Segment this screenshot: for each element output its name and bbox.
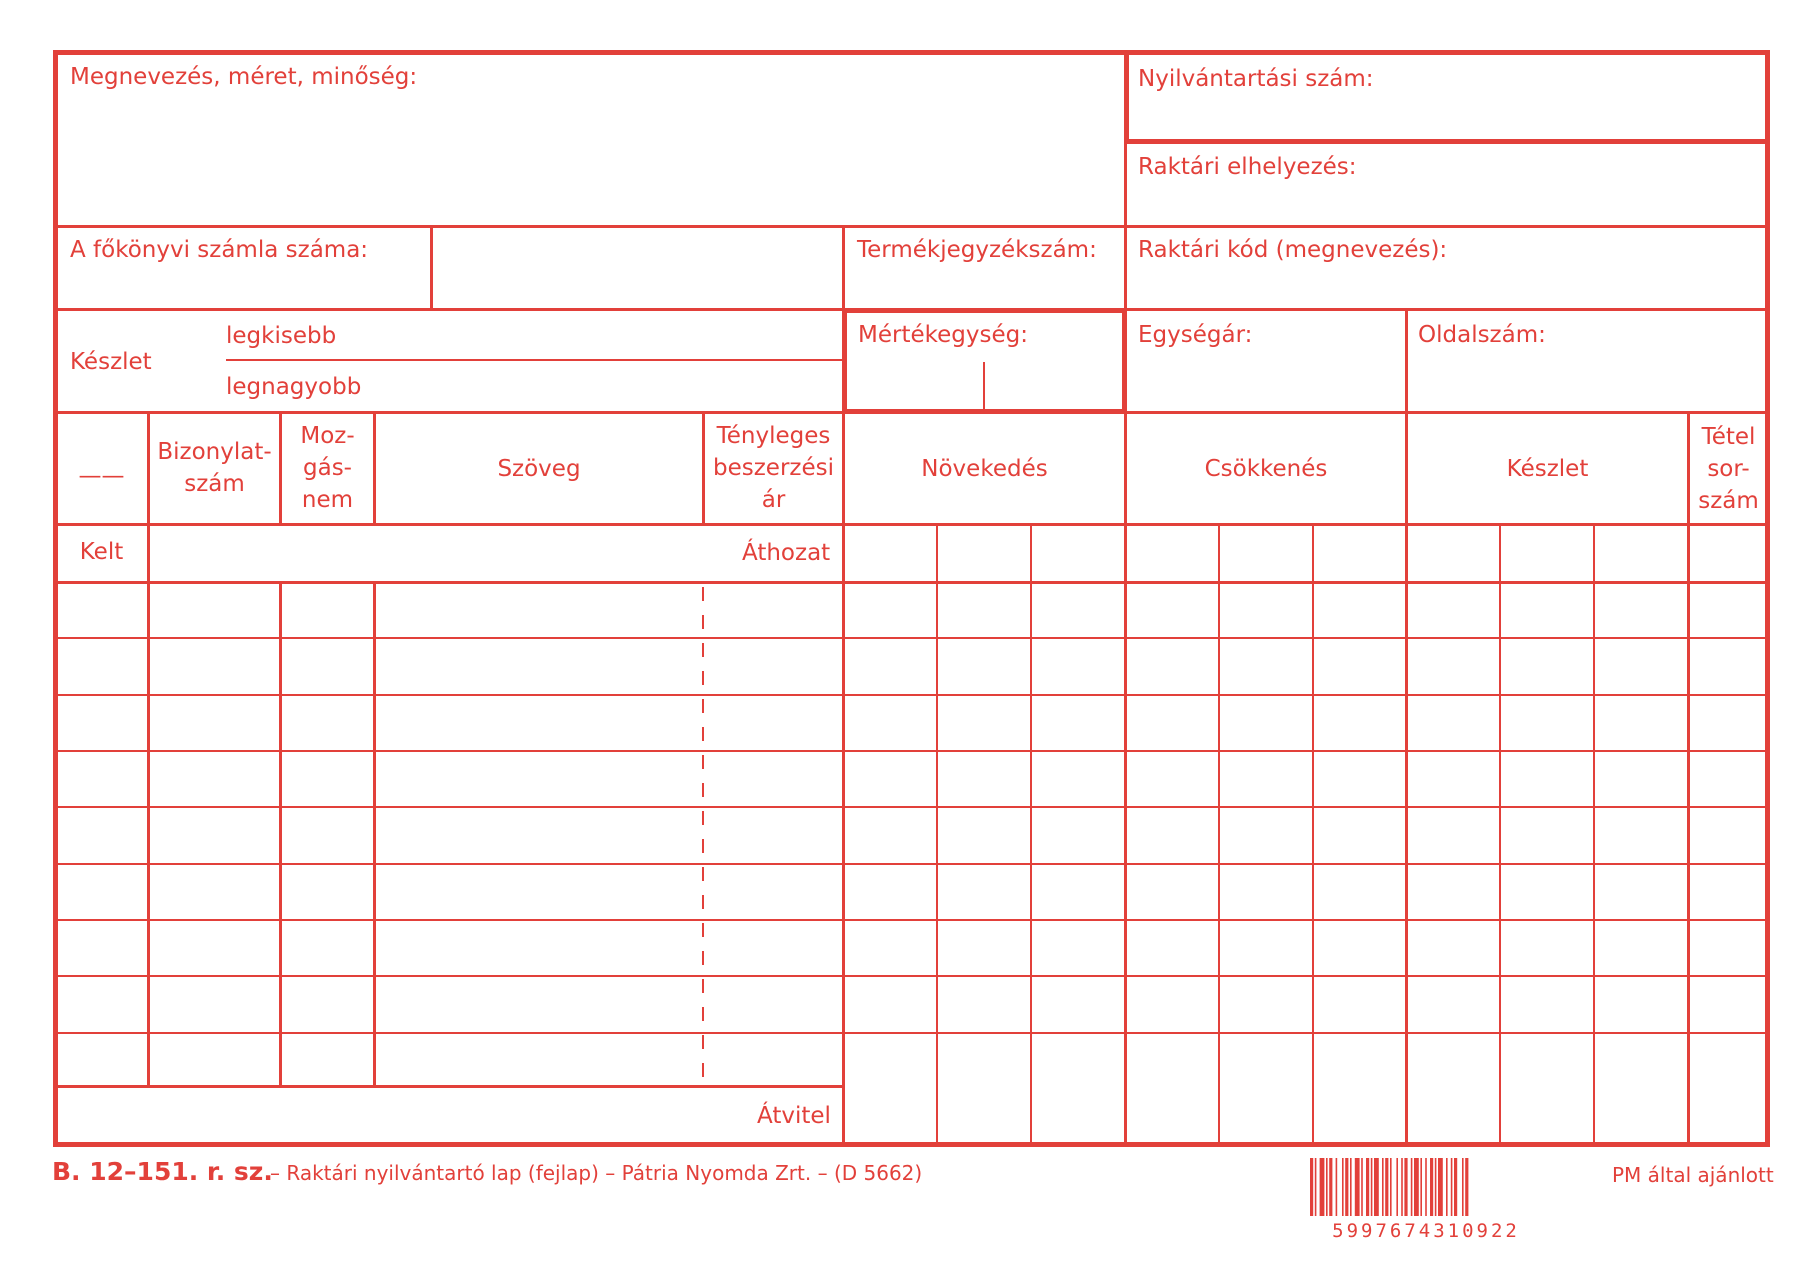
barcode-bar <box>1438 1158 1443 1216</box>
form-description: – Raktári nyilvántartó lap (fejlap) – Pátria Nyomda Zrt. – (D 5662) <box>270 1161 923 1185</box>
fokonyvi-szamla-label: A főkönyvi számla száma: <box>70 237 369 263</box>
keszlet-field[interactable] <box>53 308 845 414</box>
egysegar-label: Egységár: <box>1138 322 1253 348</box>
barcode-bar <box>1326 1158 1328 1216</box>
termekjegyzekszam-label: Termékjegyzékszám: <box>857 237 1097 263</box>
col-header-keszlet-label: Készlet <box>1506 456 1589 482</box>
barcode-bars-icon <box>1306 1158 1546 1220</box>
barcode-bar <box>1454 1158 1457 1216</box>
barcode-bar <box>1336 1158 1338 1216</box>
barcode-bar <box>1465 1158 1468 1216</box>
body-dashed-line <box>702 643 704 657</box>
body-dashed-line <box>702 895 704 909</box>
body-row-line <box>53 750 1770 752</box>
body-col-line <box>147 581 150 1088</box>
numeric-sub-line <box>1499 523 1501 1147</box>
barcode-bar <box>1342 1158 1344 1216</box>
col-header-tetelsorszam-l3: szám <box>1698 488 1759 514</box>
body-row-line <box>53 806 1770 808</box>
keszlet-label: Készlet <box>70 349 152 375</box>
kelt-label: Kelt <box>79 539 124 565</box>
col-header-tenyleges-l2: beszerzési <box>712 455 834 481</box>
barcode-bar <box>1414 1158 1419 1216</box>
body-row-line <box>53 919 1770 921</box>
col-header-tenyleges-l1: Tényleges <box>716 423 831 449</box>
body-row-line <box>53 637 1770 639</box>
nyilvantartasi-szam-field[interactable] <box>1124 50 1770 144</box>
numeric-group-line <box>842 523 845 1147</box>
body-dashed-line <box>702 615 704 629</box>
col-header-mozgasnem-l1: Moz- <box>300 423 355 449</box>
athozat-cell <box>147 523 845 584</box>
body-dashed-line <box>702 587 704 601</box>
col-header-mozgasnem-l3: nem <box>301 487 354 513</box>
barcode-bar <box>1451 1158 1453 1216</box>
col-header-csokkenes-label: Csökkenés <box>1204 456 1328 482</box>
numeric-sub-line <box>1312 523 1314 1147</box>
barcode-bar <box>1401 1158 1403 1216</box>
body-dashed-line <box>702 811 704 825</box>
body-dashed-line <box>702 755 704 769</box>
barcode-bar <box>1361 1158 1363 1216</box>
col-header-tetelsorszam-l2: sor- <box>1707 456 1750 482</box>
barcode-bar <box>1425 1158 1427 1216</box>
body-row-line <box>53 581 1770 584</box>
barcode-bar <box>1320 1158 1325 1216</box>
barcode-bar <box>1315 1158 1317 1216</box>
barcode-bar <box>1390 1158 1392 1216</box>
numeric-group-line <box>1687 523 1690 1147</box>
barcode-number: 5997674310922 <box>1332 1220 1520 1242</box>
keszlet-legnagyobb-label: legnagyobb <box>226 374 362 400</box>
form-code: B. 12–151. r. sz. <box>52 1157 273 1186</box>
body-row-line <box>53 975 1770 977</box>
barcode-bar <box>1371 1158 1373 1216</box>
col-header-tetelsorszam-l1: Tétel <box>1701 424 1756 450</box>
body-dashed-line <box>702 699 704 713</box>
barcode-bar <box>1382 1158 1384 1216</box>
megnevezes-label: Megnevezés, méret, minőség: <box>70 64 418 90</box>
barcode-bar <box>1366 1158 1369 1216</box>
col-header-bizonylatszam-l2: szám <box>184 471 245 497</box>
body-row-line <box>53 863 1770 865</box>
keszlet-divider <box>226 359 845 361</box>
nyilvantartasi-szam-label: Nyilvántartási szám: <box>1138 66 1374 92</box>
body-col-line <box>373 581 376 1088</box>
oldalszam-label: Oldalszám: <box>1418 322 1546 348</box>
body-dashed-line <box>702 727 704 741</box>
numeric-group-line <box>1124 523 1127 1147</box>
body-dashed-line <box>702 1035 704 1049</box>
barcode-bar <box>1462 1158 1464 1216</box>
col-header-blank-dash: —— <box>78 463 125 489</box>
fokonyvi-szamla-field[interactable] <box>430 225 845 311</box>
body-dashed-line <box>702 979 704 993</box>
col-header-tenyleges-l3: ár <box>761 487 786 513</box>
mertekegyseg-label: Mértékegység: <box>858 322 1028 348</box>
body-dashed-line <box>702 1063 704 1077</box>
barcode-bar <box>1374 1158 1379 1216</box>
barcode-bar <box>1310 1158 1313 1216</box>
body-row-line <box>53 694 1770 696</box>
body-row-line <box>53 1032 1770 1034</box>
barcode-bar <box>1446 1158 1448 1216</box>
barcode-bar <box>1435 1158 1437 1216</box>
body-dashed-line <box>702 951 704 965</box>
barcode-bar <box>1396 1158 1398 1216</box>
barcode-bar <box>1385 1158 1388 1216</box>
numeric-group-line <box>1405 523 1408 1147</box>
barcode <box>1306 1158 1546 1242</box>
col-header-szoveg-label: Szöveg <box>497 456 581 482</box>
barcode-bar <box>1404 1158 1407 1216</box>
raktari-elhelyezes-label: Raktári elhelyezés: <box>1138 154 1357 180</box>
keszlet-legkisebb-label: legkisebb <box>226 323 337 349</box>
body-dashed-line <box>702 783 704 797</box>
numeric-sub-line <box>936 523 938 1147</box>
atvitel-cell <box>53 1085 845 1147</box>
body-dashed-line <box>702 671 704 685</box>
body-dashed-line <box>702 839 704 853</box>
barcode-bar <box>1355 1158 1360 1216</box>
barcode-bar <box>1411 1158 1413 1216</box>
body-dashed-line <box>702 923 704 937</box>
raktari-kod-label: Raktári kód (megnevezés): <box>1138 237 1448 263</box>
body-dashed-line <box>702 1007 704 1021</box>
col-header-mozgasnem-l2: gás- <box>303 455 352 481</box>
col-header-bizonylatszam <box>147 411 282 526</box>
numeric-sub-line <box>1218 523 1220 1147</box>
barcode-bar <box>1329 1158 1332 1216</box>
body-dashed-line <box>702 867 704 881</box>
numeric-sub-line <box>1030 523 1032 1147</box>
barcode-bar <box>1345 1158 1348 1216</box>
athozat-label: Áthozat <box>742 540 831 566</box>
body-col-line <box>279 581 282 1088</box>
barcode-bar <box>1430 1158 1433 1216</box>
barcode-bar <box>1350 1158 1352 1216</box>
recommended-note: PM által ajánlott <box>1612 1163 1774 1187</box>
numeric-sub-line <box>1593 523 1595 1147</box>
col-header-bizonylatszam-l1: Bizonylat- <box>157 439 272 465</box>
atvitel-label: Átvitel <box>757 1103 831 1129</box>
mertekegyseg-tick <box>983 362 985 409</box>
barcode-bar <box>1420 1158 1422 1216</box>
col-header-novekedes-label: Növekedés <box>921 456 1048 482</box>
